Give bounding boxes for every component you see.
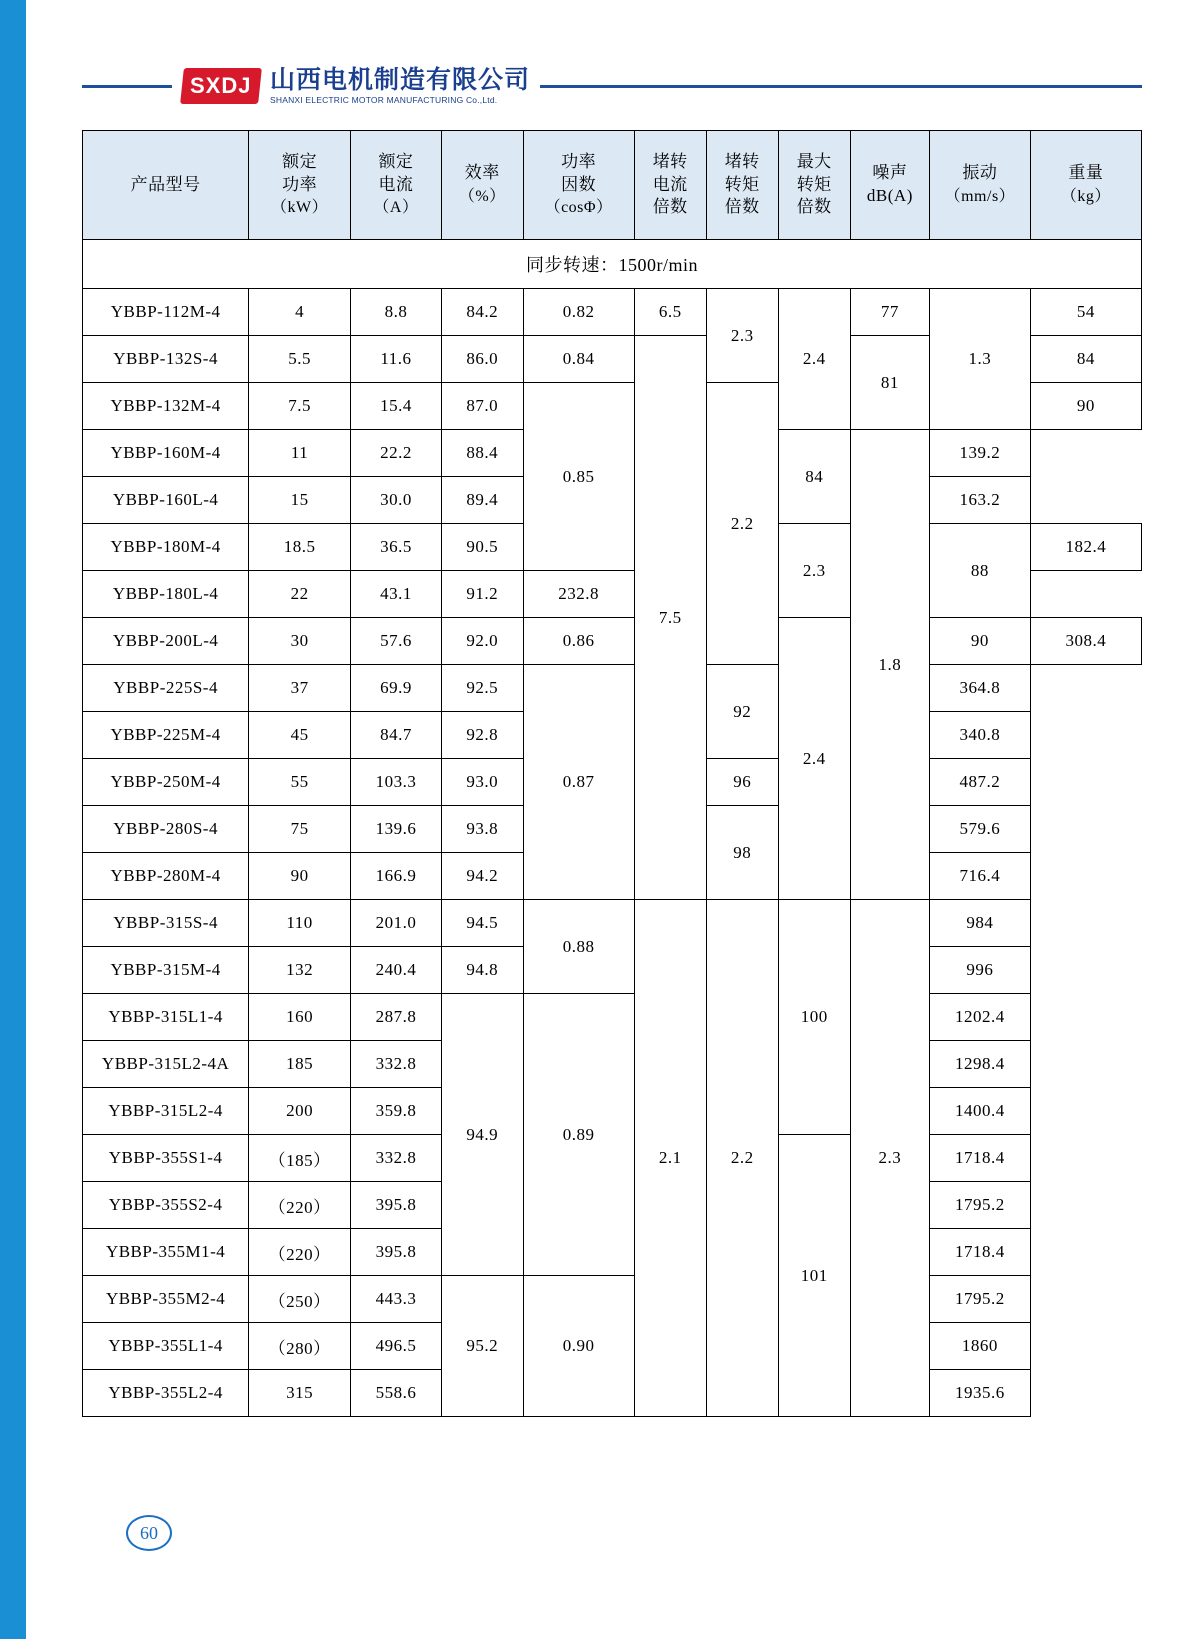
cell-efficiency: 94.8 — [441, 947, 523, 994]
cell-noise: 100 — [778, 900, 850, 1135]
table-row — [83, 618, 1142, 665]
cell-efficiency: 92.8 — [441, 712, 523, 759]
table-row — [83, 665, 1142, 712]
cell-lr-current: 6.5 — [634, 289, 706, 336]
table-row — [83, 900, 1142, 947]
cell-model: YBBP-315M-4 — [83, 947, 249, 994]
cell-weight: 487.2 — [930, 759, 1031, 806]
cell-efficiency: 87.0 — [441, 383, 523, 430]
col-rated-current-l2: 电流 — [378, 174, 414, 194]
cell-weight: 1400.4 — [930, 1088, 1031, 1135]
col-maxt-l2: 转矩 — [796, 174, 832, 194]
cell-current: 103.3 — [350, 759, 441, 806]
col-weight-unit: （kg） — [1060, 188, 1111, 205]
table-header — [83, 131, 1142, 240]
cell-power: 75 — [249, 806, 351, 853]
cell-power: （280） — [249, 1323, 351, 1370]
cell-power: 22 — [249, 571, 351, 618]
cell-power-factor: 0.90 — [523, 1276, 634, 1417]
cell-weight: 54 — [1030, 289, 1141, 336]
cell-model: YBBP-225S-4 — [83, 665, 249, 712]
cell-weight: 1298.4 — [930, 1041, 1031, 1088]
cell-current: 69.9 — [350, 665, 441, 712]
cell-power: 90 — [249, 853, 351, 900]
cell-max-torque: 2.2 — [706, 900, 778, 1417]
col-lrt-l2: 转矩 — [724, 174, 760, 194]
cell-power: 200 — [249, 1088, 351, 1135]
cell-current: 332.8 — [350, 1135, 441, 1182]
cell-noise: 77 — [850, 289, 929, 336]
page-accent-bar — [0, 0, 26, 1639]
cell-weight: 1795.2 — [930, 1276, 1031, 1323]
cell-efficiency: 92.5 — [441, 665, 523, 712]
cell-efficiency: 94.9 — [441, 994, 523, 1276]
table-row — [83, 289, 1142, 336]
company-logo — [172, 67, 540, 104]
cell-weight: 996 — [930, 947, 1031, 994]
cell-model: YBBP-280M-4 — [83, 853, 249, 900]
col-max-torque — [778, 131, 850, 240]
cell-current: 240.4 — [350, 947, 441, 994]
cell-current: 166.9 — [350, 853, 441, 900]
cell-power: （220） — [249, 1182, 351, 1229]
cell-efficiency: 89.4 — [441, 477, 523, 524]
section-row-sync-speed — [83, 240, 1142, 289]
cell-power-factor: 0.84 — [523, 336, 634, 383]
col-efficiency — [441, 131, 523, 240]
cell-power: 15 — [249, 477, 351, 524]
cell-model: YBBP-250M-4 — [83, 759, 249, 806]
cell-weight: 1718.4 — [930, 1229, 1031, 1276]
cell-weight: 1935.6 — [930, 1370, 1031, 1417]
col-locked-rotor-torque — [706, 131, 778, 240]
cell-current: 84.7 — [350, 712, 441, 759]
cell-current: 496.5 — [350, 1323, 441, 1370]
cell-current: 30.0 — [350, 477, 441, 524]
cell-weight: 984 — [930, 900, 1031, 947]
cell-model: YBBP-280S-4 — [83, 806, 249, 853]
cell-weight: 163.2 — [930, 477, 1031, 524]
cell-model: YBBP-355M2-4 — [83, 1276, 249, 1323]
cell-power: 315 — [249, 1370, 351, 1417]
cell-noise: 88 — [930, 524, 1031, 618]
cell-weight: 340.8 — [930, 712, 1031, 759]
col-rated-power — [249, 131, 351, 240]
cell-efficiency: 93.8 — [441, 806, 523, 853]
cell-model: YBBP-315L2-4A — [83, 1041, 249, 1088]
cell-lr-current: 7.5 — [634, 336, 706, 900]
cell-noise: 90 — [930, 618, 1031, 665]
logo-mark-text: SXDJ — [190, 72, 252, 98]
cell-power-factor: 0.82 — [523, 289, 634, 336]
cell-noise: 92 — [706, 665, 778, 759]
cell-model: YBBP-355S2-4 — [83, 1182, 249, 1229]
cell-efficiency: 93.0 — [441, 759, 523, 806]
company-name-en: SHANXI ELECTRIC MOTOR MANUFACTURING Co.,Ltd. — [270, 94, 498, 105]
cell-power: 5.5 — [249, 336, 351, 383]
cell-max-torque: 2.4 — [778, 289, 850, 430]
cell-current: 43.1 — [350, 571, 441, 618]
cell-vibration: 2.3 — [850, 900, 929, 1417]
cell-power-factor: 0.85 — [523, 383, 634, 571]
cell-power: （250） — [249, 1276, 351, 1323]
col-rated-power-l1: 额定 — [282, 151, 318, 171]
cell-power: 110 — [249, 900, 351, 947]
col-rated-power-l2: 功率 — [282, 174, 318, 194]
cell-efficiency: 94.5 — [441, 900, 523, 947]
cell-current: 139.6 — [350, 806, 441, 853]
document-header — [82, 58, 1142, 114]
cell-model: YBBP-180L-4 — [83, 571, 249, 618]
cell-weight: 308.4 — [1030, 618, 1141, 665]
cell-efficiency: 90.5 — [441, 524, 523, 571]
company-name-cn: 山西电机制造有限公司 — [270, 66, 531, 95]
col-model — [83, 131, 249, 240]
header-rule-right — [540, 85, 1142, 88]
cell-current: 558.6 — [350, 1370, 441, 1417]
cell-weight: 579.6 — [930, 806, 1031, 853]
cell-current: 287.8 — [350, 994, 441, 1041]
cell-weight: 1202.4 — [930, 994, 1031, 1041]
cell-power-factor: 0.86 — [523, 618, 634, 665]
cell-noise: 81 — [850, 336, 929, 430]
cell-power: 11 — [249, 430, 351, 477]
col-power-factor-l2: 因数 — [561, 174, 597, 194]
cell-model: YBBP-355M1-4 — [83, 1229, 249, 1276]
col-rated-current — [350, 131, 441, 240]
header-rule-left — [82, 85, 172, 88]
col-weight — [1030, 131, 1141, 240]
cell-model: YBBP-315L2-4 — [83, 1088, 249, 1135]
cell-power: 132 — [249, 947, 351, 994]
cell-model: YBBP-160M-4 — [83, 430, 249, 477]
cell-weight: 1860 — [930, 1323, 1031, 1370]
cell-power: 4 — [249, 289, 351, 336]
cell-model: YBBP-180M-4 — [83, 524, 249, 571]
cell-model: YBBP-315L1-4 — [83, 994, 249, 1041]
cell-power: 160 — [249, 994, 351, 1041]
cell-efficiency: 94.2 — [441, 853, 523, 900]
cell-power-factor: 0.89 — [523, 994, 634, 1276]
cell-current: 395.8 — [350, 1229, 441, 1276]
col-vibration — [930, 131, 1031, 240]
motor-spec-table — [82, 130, 1142, 1417]
col-lrt-l1: 堵转 — [724, 151, 760, 171]
col-power-factor-l1: 功率 — [561, 151, 597, 171]
cell-model: YBBP-355L1-4 — [83, 1323, 249, 1370]
cell-model: YBBP-132S-4 — [83, 336, 249, 383]
col-efficiency-unit: （%） — [458, 188, 506, 205]
cell-weight: 364.8 — [930, 665, 1031, 712]
cell-current: 395.8 — [350, 1182, 441, 1229]
page-number: 60 — [126, 1515, 172, 1551]
cell-noise: 96 — [706, 759, 778, 806]
cell-weight: 1795.2 — [930, 1182, 1031, 1229]
cell-model: YBBP-225M-4 — [83, 712, 249, 759]
cell-vibration: 1.3 — [930, 289, 1031, 430]
cell-power-factor: 0.88 — [523, 900, 634, 994]
cell-noise: 84 — [778, 430, 850, 524]
cell-power: 55 — [249, 759, 351, 806]
cell-model: YBBP-112M-4 — [83, 289, 249, 336]
cell-efficiency: 92.0 — [441, 618, 523, 665]
cell-power: 7.5 — [249, 383, 351, 430]
col-lrc-l2: 电流 — [652, 174, 688, 194]
col-model-label: 产品型号 — [130, 174, 201, 194]
cell-model: YBBP-160L-4 — [83, 477, 249, 524]
cell-noise: 101 — [778, 1135, 850, 1417]
logo-mark-icon — [180, 68, 262, 104]
cell-model: YBBP-200L-4 — [83, 618, 249, 665]
cell-current: 8.8 — [350, 289, 441, 336]
cell-power-factor: 0.87 — [523, 665, 634, 900]
cell-current: 22.2 — [350, 430, 441, 477]
cell-weight: 90 — [1030, 383, 1141, 430]
cell-efficiency: 86.0 — [441, 336, 523, 383]
cell-efficiency: 84.2 — [441, 289, 523, 336]
cell-current: 11.6 — [350, 336, 441, 383]
col-power-factor — [523, 131, 634, 240]
cell-max-torque: 2.4 — [778, 618, 850, 900]
cell-power: （220） — [249, 1229, 351, 1276]
col-maxt-l3: 倍数 — [796, 197, 832, 217]
cell-power: 45 — [249, 712, 351, 759]
cell-model: YBBP-132M-4 — [83, 383, 249, 430]
cell-model: YBBP-355S1-4 — [83, 1135, 249, 1182]
col-noise — [850, 131, 929, 240]
col-vibration-unit: （mm/s） — [944, 188, 1016, 205]
cell-lr-torque: 2.3 — [706, 289, 778, 383]
cell-power: （185） — [249, 1135, 351, 1182]
col-rated-current-l1: 额定 — [378, 151, 414, 171]
cell-weight: 182.4 — [1030, 524, 1141, 571]
cell-efficiency: 95.2 — [441, 1276, 523, 1417]
col-noise-unit: dB(A) — [866, 186, 913, 205]
cell-current: 443.3 — [350, 1276, 441, 1323]
cell-current: 57.6 — [350, 618, 441, 665]
cell-max-torque: 2.3 — [778, 524, 850, 618]
cell-weight: 139.2 — [930, 430, 1031, 477]
col-locked-rotor-current — [634, 131, 706, 240]
document-page — [26, 0, 1200, 1639]
cell-model: YBBP-355L2-4 — [83, 1370, 249, 1417]
cell-model: YBBP-315S-4 — [83, 900, 249, 947]
cell-power: 30 — [249, 618, 351, 665]
col-weight-l1: 重量 — [1068, 163, 1104, 183]
cell-current: 332.8 — [350, 1041, 441, 1088]
logo-text-block — [270, 67, 530, 104]
cell-power: 18.5 — [249, 524, 351, 571]
section-title: 同步转速：1500r/min — [83, 240, 1142, 289]
cell-noise: 98 — [706, 806, 778, 900]
cell-weight: 1718.4 — [930, 1135, 1031, 1182]
cell-power: 185 — [249, 1041, 351, 1088]
cell-lr-torque: 2.1 — [634, 900, 706, 1417]
col-efficiency-l1: 效率 — [464, 163, 500, 183]
table-header-row — [83, 131, 1142, 240]
col-lrc-l1: 堵转 — [652, 151, 688, 171]
cell-weight: 716.4 — [930, 853, 1031, 900]
cell-vibration: 1.8 — [850, 430, 929, 900]
cell-current: 36.5 — [350, 524, 441, 571]
table-row — [83, 1276, 1142, 1323]
cell-efficiency: 88.4 — [441, 430, 523, 477]
col-lrt-l3: 倍数 — [724, 197, 760, 217]
cell-lr-torque: 2.2 — [706, 383, 778, 665]
cell-power: 37 — [249, 665, 351, 712]
cell-current: 359.8 — [350, 1088, 441, 1135]
cell-efficiency: 91.2 — [441, 571, 523, 618]
cell-weight: 84 — [1030, 336, 1141, 383]
col-noise-l1: 噪声 — [872, 163, 908, 183]
table-row — [83, 994, 1142, 1041]
cell-current: 201.0 — [350, 900, 441, 947]
col-vibration-l1: 振动 — [962, 163, 998, 183]
col-lrc-l3: 倍数 — [652, 197, 688, 217]
table-body — [83, 240, 1142, 1417]
cell-current: 15.4 — [350, 383, 441, 430]
col-power-factor-unit: （cosΦ） — [544, 199, 613, 217]
col-maxt-l1: 最大 — [796, 151, 832, 171]
col-rated-current-unit: （A） — [373, 199, 419, 217]
cell-weight: 232.8 — [523, 571, 634, 618]
col-rated-power-unit: （kW） — [271, 199, 329, 217]
